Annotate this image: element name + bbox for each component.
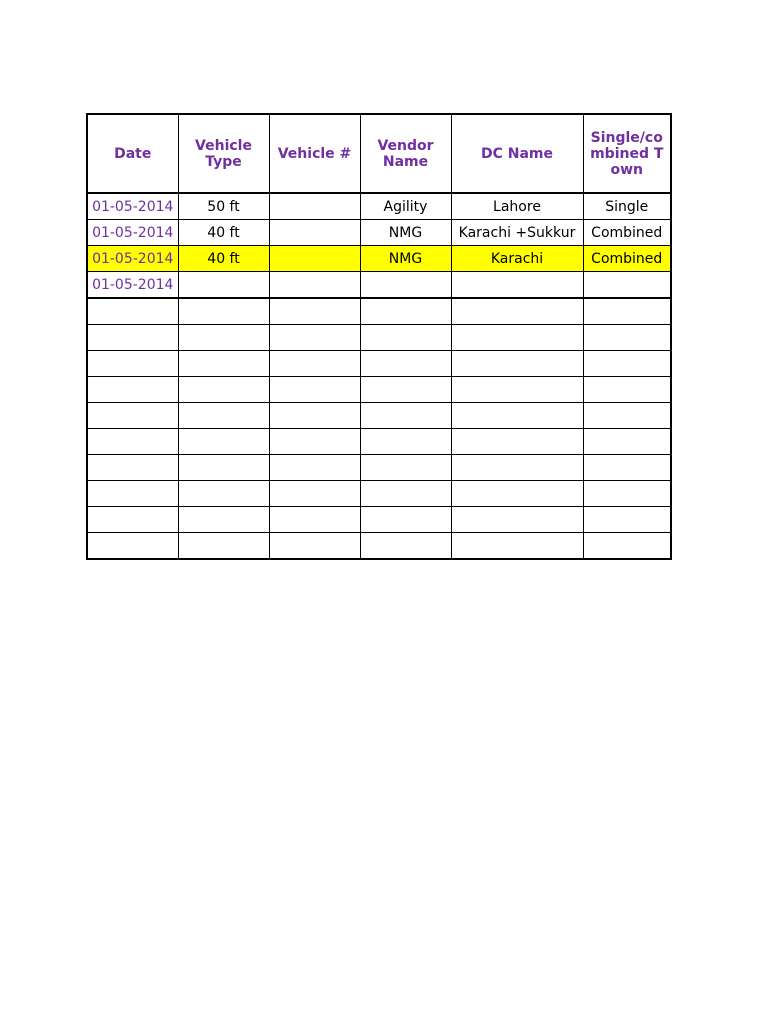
cell-vehicle-number[interactable] (269, 455, 360, 481)
cell-vehicle-type[interactable] (178, 429, 269, 455)
column-header-label: Vehicle Type (195, 137, 252, 170)
cell-vendor-name[interactable] (360, 533, 451, 560)
cell-vendor-name[interactable] (360, 377, 451, 403)
cell-town-type[interactable] (583, 272, 671, 299)
cell-vehicle-number[interactable] (269, 377, 360, 403)
cell-date[interactable] (87, 351, 178, 377)
cell-date[interactable] (87, 298, 178, 325)
cell-town-type[interactable] (583, 455, 671, 481)
cell-date[interactable] (87, 455, 178, 481)
table-row (87, 351, 671, 377)
cell-town-type[interactable] (583, 403, 671, 429)
cell-town-type[interactable]: Combined (583, 220, 671, 246)
cell-vehicle-number[interactable] (269, 351, 360, 377)
table-body (87, 193, 671, 559)
cell-vehicle-number[interactable] (269, 507, 360, 533)
cell-vendor-name[interactable] (360, 272, 451, 299)
cell-vehicle-type[interactable] (178, 351, 269, 377)
table-row (87, 403, 671, 429)
cell-vehicle-number[interactable] (269, 298, 360, 325)
cell-date[interactable] (87, 325, 178, 351)
cell-vendor-name[interactable] (360, 429, 451, 455)
cell-dc-name[interactable] (451, 481, 583, 507)
table-row (87, 246, 671, 272)
cell-vehicle-type[interactable]: 40 ft (178, 220, 269, 246)
cell-vendor-name[interactable]: NMG (360, 246, 451, 272)
cell-dc-name[interactable] (451, 351, 583, 377)
table-row (87, 377, 671, 403)
cell-vehicle-type[interactable] (178, 533, 269, 560)
cell-vendor-name[interactable]: Agility (360, 193, 451, 220)
cell-date[interactable]: 01-05-2014 (87, 220, 178, 246)
cell-dc-name[interactable]: Karachi (451, 246, 583, 272)
cell-dc-name[interactable] (451, 429, 583, 455)
column-header-vendor-name[interactable] (360, 114, 451, 193)
column-header-date[interactable] (87, 114, 178, 193)
table-row (87, 193, 671, 220)
cell-town-type[interactable] (583, 298, 671, 325)
column-header-dc-name[interactable] (451, 114, 583, 193)
column-header-vehicle-number[interactable] (269, 114, 360, 193)
cell-town-type[interactable] (583, 533, 671, 560)
cell-vendor-name[interactable] (360, 507, 451, 533)
cell-vendor-name[interactable] (360, 455, 451, 481)
table-row (87, 533, 671, 560)
table-row (87, 325, 671, 351)
cell-vendor-name[interactable] (360, 481, 451, 507)
cell-town-type[interactable] (583, 377, 671, 403)
header-row (87, 114, 671, 193)
cell-vendor-name[interactable] (360, 325, 451, 351)
column-header-single-combined-town[interactable] (583, 114, 671, 193)
table-row (87, 507, 671, 533)
cell-date[interactable]: 01-05-2014 (87, 246, 178, 272)
cell-date[interactable] (87, 481, 178, 507)
cell-date[interactable] (87, 403, 178, 429)
cell-town-type[interactable] (583, 325, 671, 351)
cell-dc-name[interactable]: Karachi +Sukkur (451, 220, 583, 246)
cell-town-type[interactable]: Single (583, 193, 671, 220)
cell-town-type[interactable] (583, 429, 671, 455)
cell-vehicle-type[interactable] (178, 481, 269, 507)
cell-vehicle-number[interactable] (269, 220, 360, 246)
cell-vendor-name[interactable] (360, 298, 451, 325)
column-header-label: Date (114, 145, 152, 162)
cell-date[interactable]: 01-05-2014 (87, 193, 178, 220)
cell-vehicle-type[interactable] (178, 403, 269, 429)
cell-vendor-name[interactable]: NMG (360, 220, 451, 246)
cell-vehicle-type[interactable]: 50 ft (178, 193, 269, 220)
column-header-label: Vehicle # (277, 145, 352, 162)
cell-dc-name[interactable] (451, 507, 583, 533)
cell-dc-name[interactable] (451, 403, 583, 429)
cell-vehicle-type[interactable]: 40 ft (178, 246, 269, 272)
cell-dc-name[interactable] (451, 533, 583, 560)
cell-vehicle-type[interactable] (178, 272, 269, 299)
cell-vehicle-number[interactable] (269, 533, 360, 560)
cell-vehicle-number[interactable] (269, 325, 360, 351)
cell-dc-name[interactable] (451, 298, 583, 325)
cell-town-type[interactable] (583, 481, 671, 507)
cell-vehicle-number[interactable] (269, 193, 360, 220)
column-header-label: Single/co mbined Town (590, 129, 664, 178)
table-row (87, 481, 671, 507)
table-row (87, 429, 671, 455)
cell-town-type[interactable] (583, 507, 671, 533)
cell-dc-name[interactable] (451, 377, 583, 403)
cell-vehicle-number[interactable] (269, 272, 360, 299)
cell-vehicle-number[interactable] (269, 403, 360, 429)
cell-dc-name[interactable] (451, 272, 583, 299)
cell-date[interactable] (87, 533, 178, 560)
column-header-vehicle-type[interactable] (178, 114, 269, 193)
cell-vehicle-type[interactable] (178, 455, 269, 481)
table-row (87, 220, 671, 246)
cell-vehicle-number[interactable] (269, 429, 360, 455)
cell-vehicle-type[interactable] (178, 298, 269, 325)
vehicle-log-table (86, 113, 672, 560)
cell-vehicle-number[interactable] (269, 481, 360, 507)
column-header-label: Vendor Name (377, 137, 434, 170)
cell-dc-name[interactable]: Lahore (451, 193, 583, 220)
cell-vendor-name[interactable] (360, 403, 451, 429)
cell-dc-name[interactable] (451, 325, 583, 351)
cell-date[interactable] (87, 507, 178, 533)
column-header-label: DC Name (480, 145, 554, 162)
cell-date[interactable] (87, 429, 178, 455)
table-row (87, 455, 671, 481)
cell-town-type[interactable]: Combined (583, 246, 671, 272)
cell-vehicle-type[interactable] (178, 507, 269, 533)
cell-vehicle-type[interactable] (178, 325, 269, 351)
table-row (87, 298, 671, 325)
cell-dc-name[interactable] (451, 455, 583, 481)
cell-vendor-name[interactable] (360, 351, 451, 377)
cell-vehicle-number[interactable] (269, 246, 360, 272)
cell-date[interactable] (87, 377, 178, 403)
table-row (87, 272, 671, 299)
cell-date[interactable]: 01-05-2014 (87, 272, 178, 299)
cell-vehicle-type[interactable] (178, 377, 269, 403)
cell-town-type[interactable] (583, 351, 671, 377)
